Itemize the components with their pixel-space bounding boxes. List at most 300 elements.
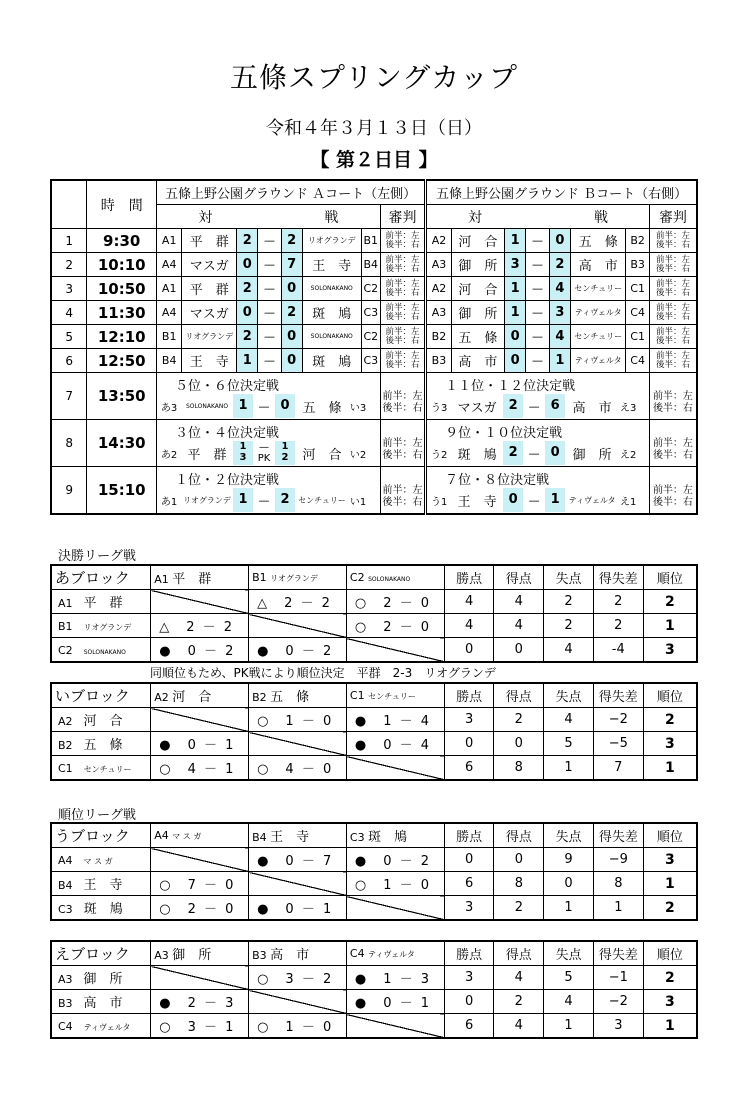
away-score: 0 xyxy=(545,441,565,465)
opponent-header xyxy=(151,683,249,708)
team-cell xyxy=(51,708,151,732)
home-score-regular: 1 xyxy=(239,441,247,452)
referee-first-half: 前半：左 xyxy=(655,254,690,265)
league-row xyxy=(51,872,697,896)
stat-value: -4 xyxy=(593,638,643,663)
stat-value: 5 xyxy=(544,732,594,756)
away-code: B3 xyxy=(626,253,649,277)
score-dash: — xyxy=(526,349,549,373)
team-code: B3 xyxy=(58,997,84,1010)
opponent-header xyxy=(151,823,249,848)
away-score: 7 xyxy=(281,253,302,277)
team-cell xyxy=(51,732,151,756)
home-team: 五 條 xyxy=(451,325,504,349)
away-code: C3 xyxy=(361,349,380,373)
team-name: 斑 鳩 xyxy=(368,830,408,845)
team-code: C2 xyxy=(349,571,369,584)
referee-cell xyxy=(649,373,697,420)
score-dash: — xyxy=(526,325,549,349)
stat-value: 1 xyxy=(544,756,594,781)
team-name: マ ス ガ xyxy=(172,832,202,841)
home-team: 斑 鳩 xyxy=(457,447,497,463)
away-team: センチュリー xyxy=(571,277,626,301)
referee-second-half: 後半：右 xyxy=(382,450,423,461)
opponent-header xyxy=(346,565,444,590)
rank-value: 1 xyxy=(643,756,697,781)
team-cell xyxy=(51,872,151,896)
home-team: 高 市 xyxy=(451,349,504,373)
home-team: リオグランデ xyxy=(183,495,231,505)
stat-value: −5 xyxy=(593,732,643,756)
final-league-title: 決勝リーグ戦 xyxy=(58,549,137,564)
playoff-score-row xyxy=(157,394,380,418)
rank-value: 2 xyxy=(643,708,697,732)
referee-cell xyxy=(649,277,697,301)
away-score-pk: 2 xyxy=(281,452,289,463)
referee-first-half: 前半：左 xyxy=(652,438,693,449)
home-code: あ1 xyxy=(160,496,178,508)
stat-header: 順位 xyxy=(643,565,697,590)
rank-value: 1 xyxy=(643,614,697,638)
referee-first-half: 前半：左 xyxy=(655,302,690,313)
away-score: 0 xyxy=(275,394,295,418)
league-header-row xyxy=(51,565,697,590)
away-code: C4 xyxy=(626,301,649,325)
away-score: 0 xyxy=(281,349,302,373)
stat-value: 2 xyxy=(544,614,594,638)
match-result: ○ 1 － 0 xyxy=(346,872,444,896)
stat-value: 1 xyxy=(593,896,643,921)
home-score: 1 xyxy=(505,301,526,325)
team-cell xyxy=(51,990,151,1014)
team-code: B2 xyxy=(58,739,84,752)
stat-header: 得点 xyxy=(494,683,544,708)
team-name: リオグランデ xyxy=(83,622,132,632)
stat-header: 得失差 xyxy=(593,565,643,590)
home-code: A1 xyxy=(157,229,182,253)
referee-first-half: 前半：左 xyxy=(385,230,420,241)
home-score: 2 xyxy=(503,441,523,465)
playoff-cell xyxy=(157,373,381,420)
playoff-score-row xyxy=(427,488,649,512)
team-name: SOLONAKANO xyxy=(368,576,411,583)
home-score xyxy=(233,441,253,465)
home-code: B4 xyxy=(157,349,182,373)
home-team: リオグランデ xyxy=(182,325,237,349)
score-dash: — xyxy=(258,349,281,373)
referee-cell xyxy=(649,325,697,349)
referee-first-half: 前半：左 xyxy=(655,278,690,289)
home-score: 2 xyxy=(237,229,258,253)
stat-value: 0 xyxy=(494,848,544,872)
stat-value: 3 xyxy=(444,966,494,990)
team-cell xyxy=(51,590,151,614)
playoff-cell xyxy=(157,467,381,515)
referee-cell xyxy=(649,301,697,325)
home-score: 0 xyxy=(237,253,258,277)
referee-second-half: 後半：右 xyxy=(385,263,420,274)
match-result: ○ 1 － 0 xyxy=(249,1014,347,1039)
team-code: C4 xyxy=(349,947,369,960)
team-name: 河 合 xyxy=(83,714,123,729)
rank-value: 2 xyxy=(643,896,697,921)
referee-second-half: 後半：右 xyxy=(655,287,690,298)
stat-value: 6 xyxy=(444,1014,494,1039)
away-code: C2 xyxy=(361,325,380,349)
match-number: 4 xyxy=(51,301,87,325)
away-score: 1 xyxy=(545,488,565,512)
away-code: B1 xyxy=(361,229,380,253)
stat-header: 得点 xyxy=(494,565,544,590)
home-score: 2 xyxy=(237,277,258,301)
referee-first-half: 前半：左 xyxy=(652,391,693,402)
kickoff-time: 9:30 xyxy=(87,229,157,253)
home-score: 1 xyxy=(505,277,526,301)
home-team: マスガ xyxy=(182,301,237,325)
home-score-pk: 3 xyxy=(239,452,247,463)
match-header-b: 対 戦 xyxy=(426,205,650,229)
team-code: C2 xyxy=(58,643,84,657)
score-dash: — xyxy=(258,325,281,349)
referee-cell xyxy=(649,349,697,373)
referee-first-half: 前半：左 xyxy=(385,278,420,289)
referee-first-half: 前半：左 xyxy=(385,254,420,265)
home-team: 御 所 xyxy=(451,301,504,325)
away-team: SOLONAKANO xyxy=(302,325,361,349)
away-code: い1 xyxy=(349,496,367,508)
referee-first-half: 前半：左 xyxy=(385,302,420,313)
team-cell xyxy=(51,756,151,781)
home-code: A3 xyxy=(426,253,452,277)
score-dash: — xyxy=(528,446,540,460)
opponent-header xyxy=(346,823,444,848)
referee-second-half: 後半：右 xyxy=(385,239,420,250)
match-result: ○ 3 － 1 xyxy=(151,1014,249,1039)
stat-value: 0 xyxy=(444,638,494,663)
league-row xyxy=(51,990,697,1014)
team-code: A4 xyxy=(58,853,84,867)
away-score: 0 xyxy=(281,325,302,349)
stat-value: −2 xyxy=(593,708,643,732)
away-code: C1 xyxy=(626,325,649,349)
team-name: マ ス ガ xyxy=(83,856,113,866)
stat-value: 4 xyxy=(494,1014,544,1039)
team-code: B1 xyxy=(58,619,84,633)
away-team: 河 合 xyxy=(302,447,342,463)
match-result: ● 2 － 3 xyxy=(151,990,249,1014)
opponent-header xyxy=(151,565,249,590)
away-score: 0 xyxy=(281,277,302,301)
block-name: えブロック xyxy=(51,941,151,966)
team-cell xyxy=(51,966,151,990)
home-team: SOLONAKANO xyxy=(185,402,229,410)
away-team: リオグランデ xyxy=(302,229,361,253)
team-code: B3 xyxy=(252,949,271,962)
home-code: あ2 xyxy=(160,449,178,461)
stat-value: −9 xyxy=(593,848,643,872)
referee-first-half: 前半：左 xyxy=(382,391,423,402)
match-number: 9 xyxy=(51,467,87,515)
team-name: 御 所 xyxy=(172,948,212,963)
team-cell xyxy=(51,896,151,921)
score-dash: — xyxy=(526,229,549,253)
away-team: ティヴェルタ xyxy=(571,301,626,325)
score-dash: — xyxy=(258,277,281,301)
stat-header: 得失差 xyxy=(593,823,643,848)
block-name: うブロック xyxy=(51,823,151,848)
ref-header-b: 審判 xyxy=(649,205,697,229)
score-dash: — xyxy=(258,253,281,277)
team-code: B1 xyxy=(252,571,271,584)
match-result: ○ 2 － 0 xyxy=(151,896,249,921)
team-name: 御 所 xyxy=(83,972,123,987)
stat-value: 4 xyxy=(494,966,544,990)
league-row xyxy=(51,848,697,872)
home-score: 1 xyxy=(505,229,526,253)
stat-header: 勝点 xyxy=(444,941,494,966)
score-dash: — xyxy=(526,301,549,325)
team-name: ティヴェルタ xyxy=(83,1022,131,1032)
away-team: ティヴェルタ xyxy=(568,495,616,505)
away-score: 2 xyxy=(275,488,295,512)
team-cell xyxy=(51,848,151,872)
away-code: え2 xyxy=(619,449,637,461)
team-code: A1 xyxy=(58,597,84,610)
match-number: 1 xyxy=(51,229,87,253)
league-row xyxy=(51,896,697,921)
team-name: 王 寺 xyxy=(83,878,123,893)
stat-value: 0 xyxy=(494,638,544,663)
home-team: マスガ xyxy=(182,253,237,277)
pk-note: 同順位もため、PK戦により順位決定 平群 2-3 リオグランデ xyxy=(150,666,496,680)
score-dash: — xyxy=(258,399,270,413)
match-number: 8 xyxy=(51,420,87,467)
referee-second-half: 後半：右 xyxy=(385,311,420,322)
team-name: 平 群 xyxy=(83,596,123,611)
away-score: 4 xyxy=(549,277,570,301)
away-team: センチュリー xyxy=(571,325,626,349)
playoff-title: ３位・４位決定戦 xyxy=(175,426,280,441)
team-code: C4 xyxy=(58,1019,84,1033)
home-code: A1 xyxy=(157,277,182,301)
home-score: 0 xyxy=(505,349,526,373)
referee-cell xyxy=(380,420,425,467)
referee-second-half: 後半：右 xyxy=(382,403,423,414)
rank-value: 1 xyxy=(643,872,697,896)
match-number: 2 xyxy=(51,253,87,277)
home-score: 0 xyxy=(503,488,523,512)
team-code: C1 xyxy=(349,689,369,702)
day-label: 【 第２日目 】 xyxy=(310,149,438,171)
stat-header: 失点 xyxy=(544,823,594,848)
away-score: 2 xyxy=(281,229,302,253)
referee-second-half: 後半：右 xyxy=(655,263,690,274)
rank-value: 2 xyxy=(643,966,697,990)
away-code: い2 xyxy=(349,449,367,461)
score-dash: — xyxy=(258,493,270,507)
team-cell xyxy=(51,638,151,663)
score-dash xyxy=(253,442,275,464)
home-team: 王 寺 xyxy=(457,494,497,510)
referee-first-half: 前半：左 xyxy=(385,350,420,361)
referee-cell xyxy=(380,349,425,373)
league-row xyxy=(51,590,697,614)
away-code: C2 xyxy=(361,277,380,301)
team-name: 河 合 xyxy=(172,690,212,705)
team-name: リオグランデ xyxy=(270,574,318,583)
score-dash: — xyxy=(528,493,540,507)
stat-header: 得失差 xyxy=(593,683,643,708)
schedule-row xyxy=(51,349,697,373)
opponent-header xyxy=(249,941,347,966)
away-code: B4 xyxy=(361,253,380,277)
stat-value: 2 xyxy=(494,896,544,921)
stat-value: −1 xyxy=(593,966,643,990)
referee-first-half: 前半：左 xyxy=(655,230,690,241)
opponent-header xyxy=(249,683,347,708)
match-result: ○ 3 － 2 xyxy=(249,966,347,990)
stat-header: 失点 xyxy=(544,565,594,590)
stat-value: 1 xyxy=(544,896,594,921)
match-result: ● 0 － 1 xyxy=(346,990,444,1014)
stat-value: 3 xyxy=(444,708,494,732)
stat-value: 0 xyxy=(444,732,494,756)
stat-value: 4 xyxy=(494,590,544,614)
away-code: B2 xyxy=(626,229,649,253)
playoff-title: １１位・１２位決定戦 xyxy=(445,379,576,394)
away-team: 高 市 xyxy=(571,253,626,277)
schedule-row xyxy=(51,325,697,349)
away-team: 王 寺 xyxy=(302,253,361,277)
match-result: ○ 4 － 0 xyxy=(249,756,347,781)
team-cell xyxy=(51,1014,151,1039)
stat-value: 0 xyxy=(544,872,594,896)
score-dash: — xyxy=(528,399,540,413)
rank-value: 3 xyxy=(643,848,697,872)
away-score: 3 xyxy=(549,301,570,325)
stat-header: 勝点 xyxy=(444,683,494,708)
referee-second-half: 後半：右 xyxy=(655,311,690,322)
away-score-regular: 1 xyxy=(281,441,289,452)
stat-value: 8 xyxy=(494,872,544,896)
self-match-cell xyxy=(249,872,347,896)
away-code: い3 xyxy=(349,402,367,414)
referee-cell xyxy=(649,420,697,467)
team-name: 高 市 xyxy=(83,996,123,1011)
away-code: え1 xyxy=(619,496,637,508)
team-code: A2 xyxy=(154,691,173,704)
away-team: 五 條 xyxy=(571,229,626,253)
kickoff-time: 13:50 xyxy=(87,373,157,420)
opponent-header xyxy=(249,565,347,590)
playoff-title: ７位・８位決定戦 xyxy=(445,473,550,488)
referee-first-half: 前半：左 xyxy=(655,326,690,337)
team-code: B4 xyxy=(58,879,84,892)
team-name: 平 群 xyxy=(172,572,212,587)
opponent-header xyxy=(151,941,249,966)
stat-value: 2 xyxy=(494,990,544,1014)
stat-header: 勝点 xyxy=(444,565,494,590)
stat-value: 9 xyxy=(544,848,594,872)
playoff-score-row xyxy=(157,441,380,465)
stat-value: 0 xyxy=(444,848,494,872)
schedule-row xyxy=(51,301,697,325)
referee-first-half: 前半：左 xyxy=(652,485,693,496)
event-date: 令和４年３月１３日（日） xyxy=(266,118,482,139)
rank-value: 2 xyxy=(643,590,697,614)
away-score: 0 xyxy=(549,229,570,253)
referee-cell xyxy=(649,229,697,253)
stat-header: 失点 xyxy=(544,941,594,966)
league-header-row xyxy=(51,941,697,966)
score-dash: — xyxy=(258,229,281,253)
match-result: ● 0 － 1 xyxy=(151,732,249,756)
team-code: B2 xyxy=(252,691,271,704)
referee-cell xyxy=(380,467,425,515)
self-match-cell xyxy=(346,638,444,663)
kickoff-time: 10:50 xyxy=(87,277,157,301)
stat-value: 3 xyxy=(444,896,494,921)
referee-first-half: 前半：左 xyxy=(382,485,423,496)
league-table xyxy=(50,940,698,1039)
team-code: A4 xyxy=(154,829,173,842)
stat-value: 4 xyxy=(444,614,494,638)
league-row xyxy=(51,638,697,663)
team-name: 王 寺 xyxy=(270,830,310,845)
referee-second-half: 後半：右 xyxy=(385,359,420,370)
rank-value: 3 xyxy=(643,638,697,663)
match-header-a: 対 戦 xyxy=(157,205,381,229)
ref-header-a: 審判 xyxy=(380,205,425,229)
stat-header: 順位 xyxy=(643,823,697,848)
referee-cell xyxy=(380,229,425,253)
stat-value: 6 xyxy=(444,756,494,781)
away-team: SOLONAKANO xyxy=(302,277,361,301)
referee-cell xyxy=(380,277,425,301)
team-name: ティヴェルタ xyxy=(368,950,415,959)
home-team: 河 合 xyxy=(451,229,504,253)
stat-value: 8 xyxy=(494,756,544,781)
stat-value: 2 xyxy=(544,590,594,614)
home-score: 0 xyxy=(237,301,258,325)
home-team: 平 群 xyxy=(182,277,237,301)
home-team: 平 群 xyxy=(187,447,227,463)
playoff-row xyxy=(51,373,697,420)
match-result: ○ 1 － 0 xyxy=(249,708,347,732)
self-match-cell xyxy=(346,896,444,921)
team-code: A1 xyxy=(154,573,173,586)
match-result: ● 0 － 4 xyxy=(346,732,444,756)
stat-header: 得点 xyxy=(494,823,544,848)
home-code: B3 xyxy=(426,349,452,373)
league-row xyxy=(51,1014,697,1039)
page-title: 五條スプリングカップ xyxy=(229,61,519,94)
schedule-row xyxy=(51,253,697,277)
match-result: ● 1 － 4 xyxy=(346,708,444,732)
league-table xyxy=(50,682,698,781)
referee-cell xyxy=(380,325,425,349)
home-code: B1 xyxy=(157,325,182,349)
referee-second-half: 後半：右 xyxy=(655,335,690,346)
self-match-cell xyxy=(151,590,249,614)
stat-value: 3 xyxy=(593,1014,643,1039)
rank-value: 1 xyxy=(643,1014,697,1039)
self-match-cell xyxy=(249,614,347,638)
playoff-title: ９位・１０位決定戦 xyxy=(445,426,563,441)
team-name: 五 條 xyxy=(270,690,310,705)
match-result: ○ 7 － 0 xyxy=(151,872,249,896)
schedule-row xyxy=(51,229,697,253)
